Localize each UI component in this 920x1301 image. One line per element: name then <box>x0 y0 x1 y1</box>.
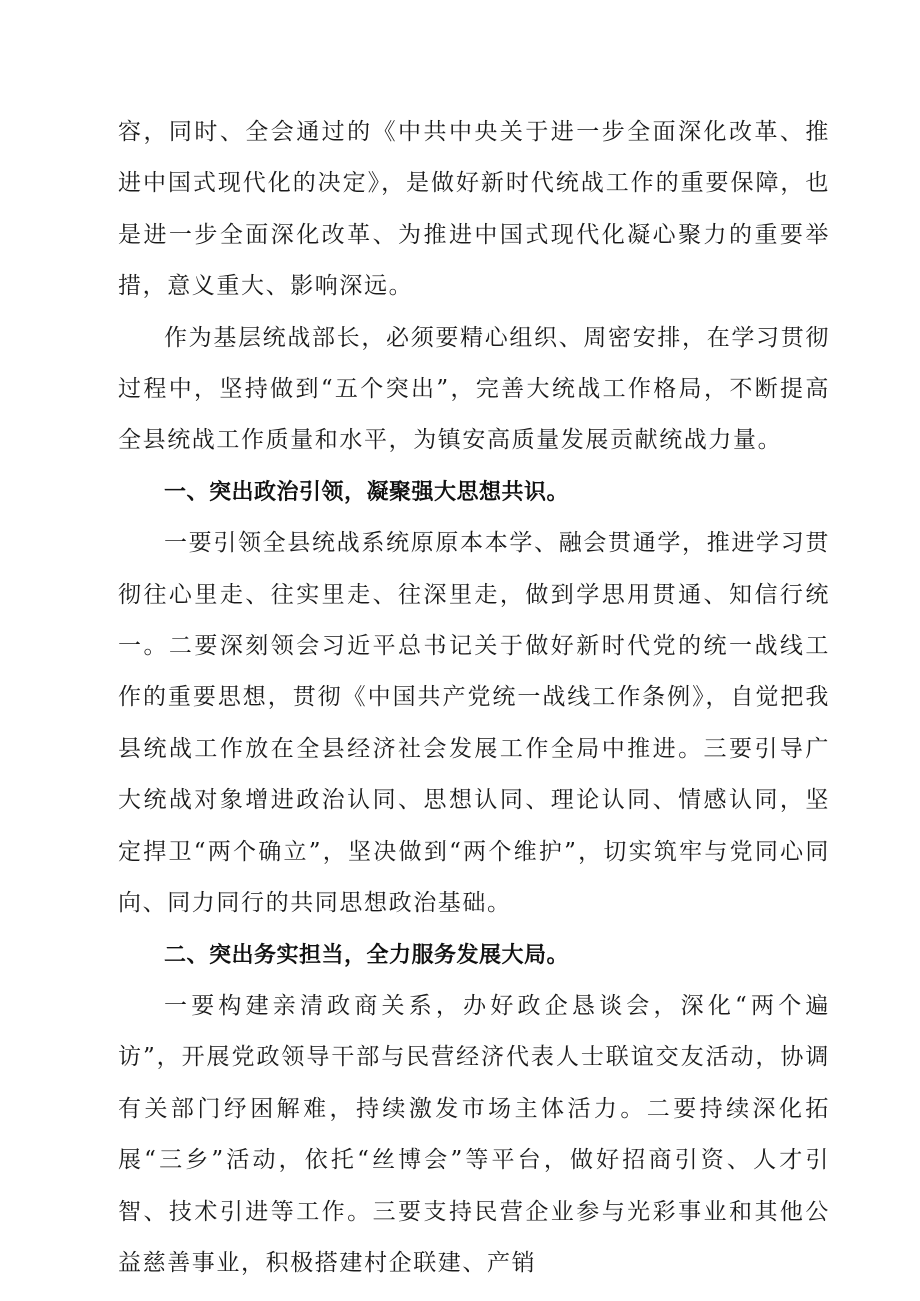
paragraph-section-1: 一要引领全县统战系统原原本本学、融会贯通学，推进学习贯彻往心里走、往实里走、往深里走，做到学思用贯通、知信行统一。二要深刻领会习近平总书记关于做好新时代党的统一战线工作的重要思想，贯彻《中国共产党统一战线工作条例》，自觉把我县统战工作放在全县经济社会发展工作全局中推进。三要引导广大统战对象增进政治认同、思想认同、理论认同、情感认同，坚定捍卫“两个确立”，坚决做到“两个维护”，切实筑牢与党同心同向、同力同行的共同思想政治基础。 <box>118 530 830 917</box>
document-body <box>118 107 830 1289</box>
section-heading-2: 二、突出务实担当，全力服务发展大局。 <box>164 942 570 968</box>
section-heading-1: 一、突出政治引领，凝聚强大思想共识。 <box>164 479 570 505</box>
paragraph-intro: 作为基层统战部长，必须要精心组织、周密安排，在学习贯彻过程中，坚持做到“五个突出”，完善大统战工作格局，不断提高全县统战工作质量和水平，为镇安高质量发展贡献统战力量。 <box>118 324 830 454</box>
paragraph-continuation: 容，同时、全会通过的《中共中央关于进一步全面深化改革、推进中国式现代化的决定》，是做好新时代统战工作的重要保障，也是进一步全面深化改革、为推进中国式现代化凝心聚力的重要举措，意义重大、影响深远。 <box>118 119 830 300</box>
paragraph-section-2: 一要构建亲清政商关系，办好政企恳谈会，深化“两个遍访”，开展党政领导干部与民营经济代表人士联谊交友活动，协调有关部门纾困解难，持续激发市场主体活力。二要持续深化拓展“三乡”活动，依托“丝博会”等平台，做好招商引资、人才引智、技术引进等工作。三要支持民营企业参与光彩事业和其他公益慈善事业，积极搭建村企联建、产销 <box>118 992 830 1276</box>
